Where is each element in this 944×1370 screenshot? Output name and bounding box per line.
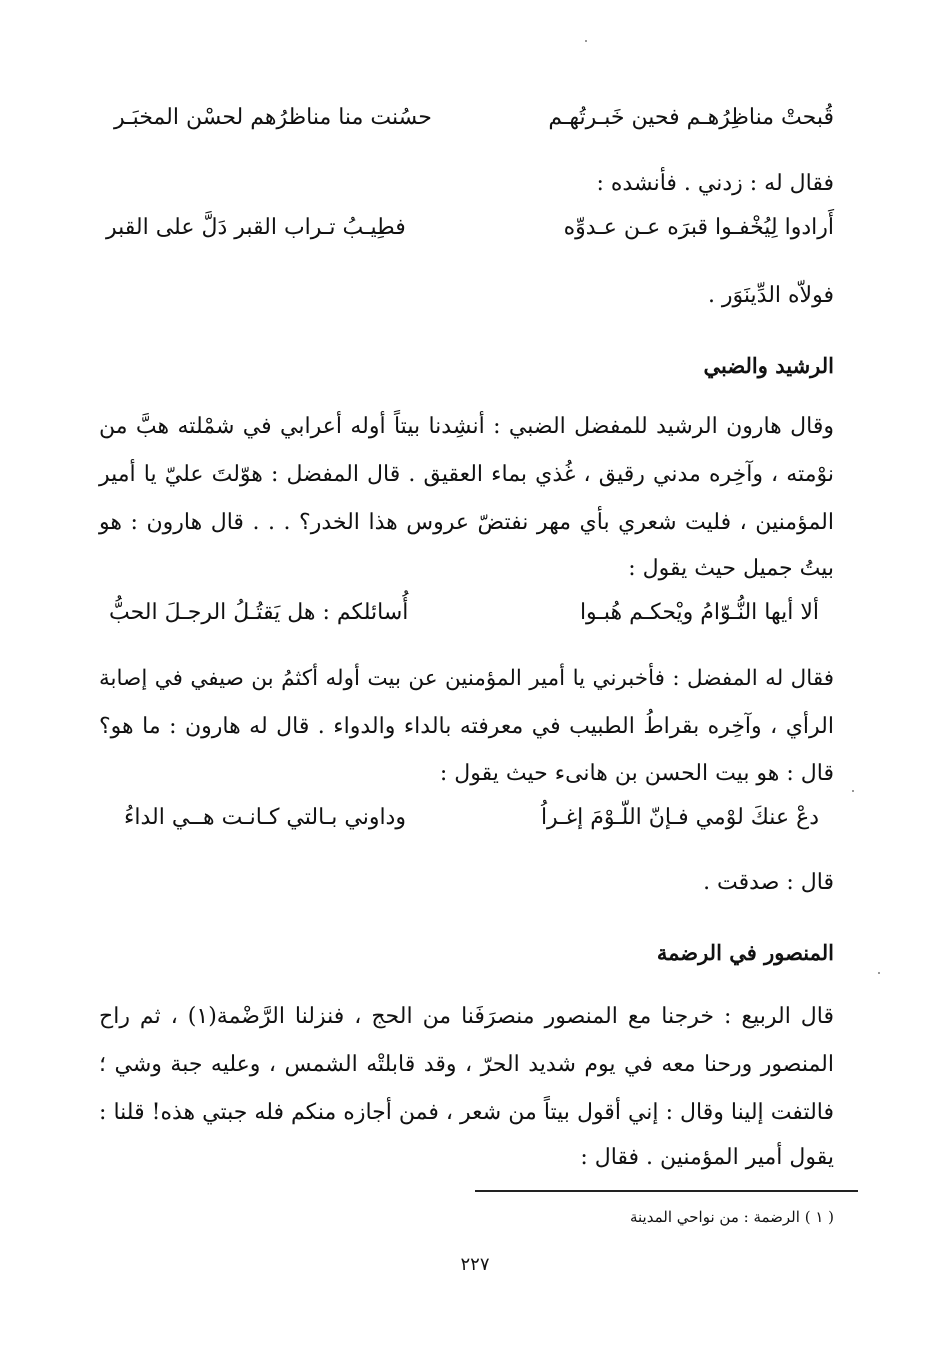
paragraph-line: المؤمنين ، فليت شعري بأي مهر نفتضّ عروس هذا الخدر؟ . . . قال هارون : هو <box>99 510 834 535</box>
verse-1-second-hemistich: حسُنت منا مناظرُهم لحسْن المخبَـر <box>114 105 432 130</box>
paragraph-line: المنصور ورحنا معه في يوم شديد الحرّ ، وقد قابلتْه الشمس ، وعليه جبة وشي ؛ <box>99 1052 834 1077</box>
narration-line: فقال له : زدني . فأنشده : <box>596 171 834 196</box>
verse-1 <box>114 100 834 136</box>
footnote-separator <box>475 1190 858 1192</box>
page-number: ٢٢٧ <box>460 1254 490 1275</box>
narration-line: قال : صدقت . <box>703 870 834 895</box>
scan-speck <box>852 790 854 792</box>
paragraph-line: فقال له المفضل : فأخبرني يا أمير المؤمنين عن بيت أوله أكثمُ بن صيفي في إصابة <box>99 666 834 691</box>
scan-speck <box>585 40 587 42</box>
verse-3 <box>109 595 819 631</box>
paragraph-line: نوْمته ، وآخِره مدني رقيق ، غُذي بماء العقيق . قال المفضل : هوّلتَ عليّ يا أمير <box>99 462 834 487</box>
footnote: ( ١ ) الرضمة : من نواحي المدينة <box>629 1208 834 1226</box>
narration-line: فولاّه الدِّينَوَر . <box>707 283 834 308</box>
verse-2-second-hemistich: فطِيـبُ تـراب القبر دَلَّ على القبر <box>106 215 406 240</box>
verse-2 <box>106 210 834 246</box>
verse-4-first-hemistich: دعْ عنكَ لوْمي فـإنّ اللّـوْمَ إغـراُ <box>540 805 819 830</box>
verse-3-first-hemistich: ألا أيها النُّـوّامُ ويْحكـم هُبـوا <box>579 600 819 625</box>
paragraph-line: بيتُ جميل حيث يقول : <box>628 556 834 581</box>
verse-4-second-hemistich: وداوني بـالتي كـانـت هــي الداءُ <box>124 805 406 830</box>
section-heading: الرشيد والضبي <box>703 353 834 378</box>
paragraph-line: فالتفت إلينا وقال : إني أقول بيتاً من شعر ، فمن أجازه منكم فله جبتي هذه! قلنا : <box>99 1100 834 1125</box>
paragraph-line: يقول أمير المؤمنين . فقال : <box>580 1145 834 1170</box>
verse-2-first-hemistich: أَرادوا لِيُخْفـوا قبرَه عـن عـدوِّه <box>563 215 834 240</box>
paragraph-line: وقال هارون الرشيد للمفضل الضبي : أنشِدنا بيتاً أوله أعرابي في شمْلته هبَّ من <box>99 414 834 439</box>
scan-speck <box>878 972 880 974</box>
verse-4 <box>124 800 819 836</box>
verse-1-first-hemistich: قُبحتْ مناظِرُهـم فحين خَبـرتُهـم <box>548 105 834 130</box>
paragraph-line: قال الربيع : خرجنا مع المنصور منصرَفَنا من الحج ، فنزلنا الرَّضْمة(١) ، ثم راح <box>99 1004 834 1029</box>
paragraph-line: قال : هو بيت الحسن بن هانىء حيث يقول : <box>439 761 834 786</box>
verse-3-second-hemistich: أُسائلكم : هل يَقتُـلُ الرجـلَ الحبُّ <box>109 600 409 625</box>
paragraph-line: الرأي ، وآخِره بقراطُ الطبيب في معرفته بالداء والدواء . قال له هارون : ما هو؟ <box>99 714 835 739</box>
section-heading: المنصور في الرضمة <box>656 940 834 965</box>
